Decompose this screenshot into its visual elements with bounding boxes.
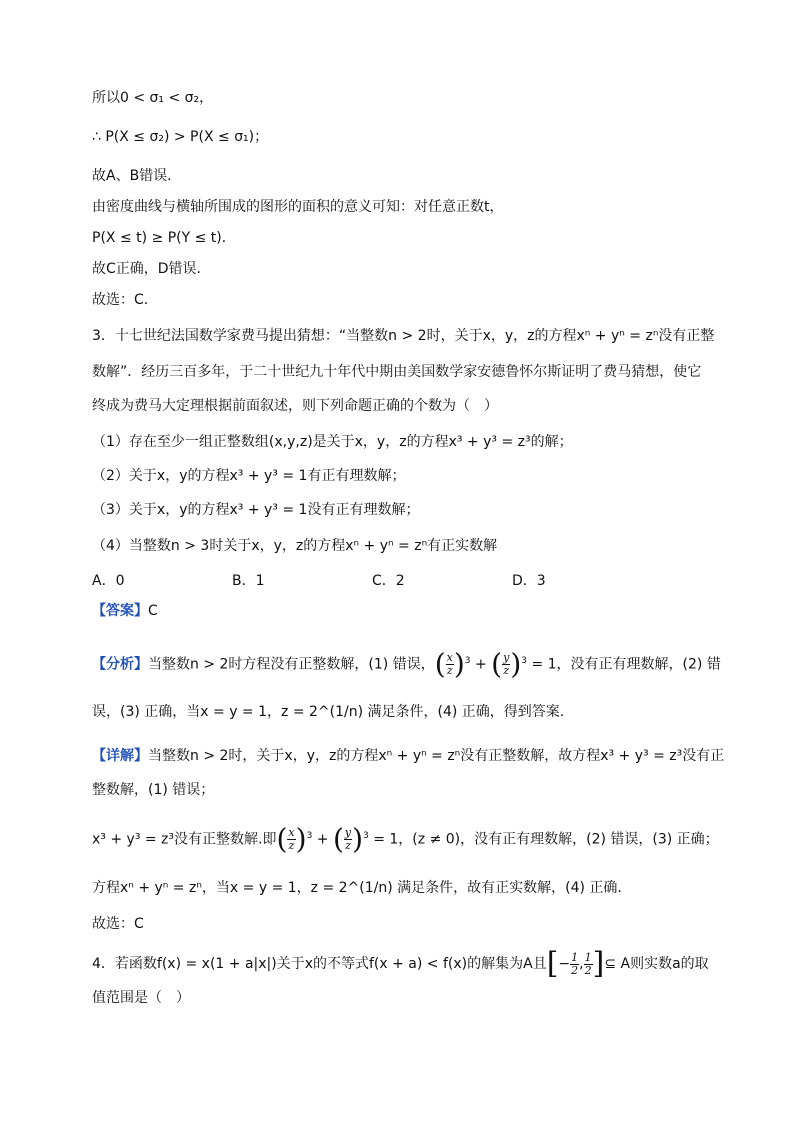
choice-b: B．1	[232, 573, 265, 589]
question-3-stem: 终成为费马大定理根据前面叙述，则下列命题正确的个数为（ ）	[92, 398, 498, 414]
detail-text: 当整数n > 2时，关于x，y，z的方程xⁿ + yⁿ = zⁿ没有正整数解，故方程x³ + y³ = z³没有正	[148, 748, 725, 764]
answer-tag: 【答案】	[92, 603, 148, 619]
detail-text: x³ + y³ = z³没有正整数解.即	[92, 831, 277, 848]
text-line: 故C正确，D错误．	[92, 261, 211, 277]
detail-line: 方程xⁿ + yⁿ = zⁿ，当x = y = 1，z = 2^(1/n) 满足条件，故有正实数解，(4) 正确.	[92, 880, 622, 896]
question-3-stem: 3．十七世纪法国数学家费马提出猜想：“当整数n > 2时，关于x，y，z的方程xⁿ + yⁿ = zⁿ没有正整	[92, 328, 715, 344]
text-line: 所以0 < σ₁ < σ₂，	[92, 90, 214, 106]
detail-text: = 1，(z ≠ 0)，没有正有理数解，(2) 错误，(3) 正确；	[368, 831, 719, 848]
question-3-item: （4）当整数n > 3时关于x，y，z的方程xⁿ + yⁿ = zⁿ有正实数解	[92, 538, 498, 554]
text-line: P(X ≤ t) ≥ P(Y ≤ t)．	[92, 230, 236, 246]
answer-line	[92, 601, 158, 621]
choice-d: D．3	[512, 573, 546, 589]
question-3-stem: 数解”．经历三百多年，于二十世纪九十年代中期由美国数学家安德鲁怀尔斯证明了费马猜想，使它	[92, 364, 702, 380]
fraction-one-half: $\frac{1}{2}$	[584, 950, 592, 977]
answer-value: C	[148, 603, 158, 619]
detail-tag: 【详解】	[92, 748, 148, 764]
text-line: 由密度曲线与横轴所围成的图形的面积的意义可知：对任意正数t，	[92, 199, 504, 215]
question-3-item: （3）关于x，y的方程x³ + y³ = 1没有正有理数解；	[92, 502, 420, 518]
analysis-tag: 【分析】	[92, 656, 148, 673]
fraction-x-over-z: $\frac{x}{z}$	[446, 651, 453, 678]
question-4-stem: 值范围是（ ）	[92, 990, 190, 1006]
question-4-text: 4．若函数f(x) = x(1 + a|x|)关于x的不等式f(x + a) < f(x)的解集为A且	[92, 956, 547, 972]
question-4-text: ⊆ A则实数a的取	[604, 956, 709, 972]
text-line: ∴ P(X ≤ σ₂) > P(X ≤ σ₁)；	[92, 129, 269, 145]
fraction-y-over-z: $\frac{y}{z}$	[344, 826, 352, 853]
analysis-text: 当整数n > 2时方程没有正整数解，(1) 错误，	[148, 656, 435, 673]
analysis-line: 【分析】当整数n > 2时方程没有正整数解，(1) 错误，( $\frac{x}{z}$ )$^3$ + ( $\frac{y}{z}$ )$^3$ = 1，没有正有理数解，(2) 错	[92, 647, 721, 681]
final-answer-line: 故选：C	[92, 916, 144, 932]
fraction-x-over-z: $\frac{x}{z}$	[288, 826, 295, 853]
fraction-one-half: $\frac{1}{2}$	[571, 950, 579, 977]
question-4-stem: 4．若函数f(x) = x(1 + a|x|)关于x的不等式f(x + a) < f(x)的解集为A且[− $\frac{1}{2}$ , $\frac{1}{2}$ ]⊆ A则实数a的取	[92, 946, 709, 981]
choice-c: C．2	[372, 573, 405, 589]
detail-line: x³ + y³ = z³没有正整数解.即( $\frac{x}{z}$ )$^3$ + ( $\frac{y}{z}$ )$^3$ = 1，(z ≠ 0)，没有正有理数解，(2) 错误，(3) 正确；	[92, 822, 719, 856]
text-line: 故选：C．	[92, 292, 158, 308]
question-3-item: （2）关于x，y的方程x³ + y³ = 1有正有理数解；	[92, 468, 406, 484]
text-line: 故A、B错误．	[92, 168, 182, 184]
fraction-y-over-z: $\frac{y}{z}$	[503, 651, 510, 678]
detail-line: 整数解，(1) 错误；	[92, 782, 215, 798]
choice-a: A．0	[92, 573, 125, 589]
question-3-item: （1）存在至少一组正整数组(x,y,z)是关于x，y，z的方程x³ + y³ = z³的解；	[92, 434, 573, 450]
detail-line	[92, 746, 724, 766]
analysis-text: = 1，没有正有理数解，(2) 错	[527, 656, 721, 673]
analysis-line: 误，(3) 正确，当x = y = 1，z = 2^(1/n) 满足条件，(4) 正确，得到答案.	[92, 704, 565, 720]
fraction-expression: (	[434, 647, 446, 681]
